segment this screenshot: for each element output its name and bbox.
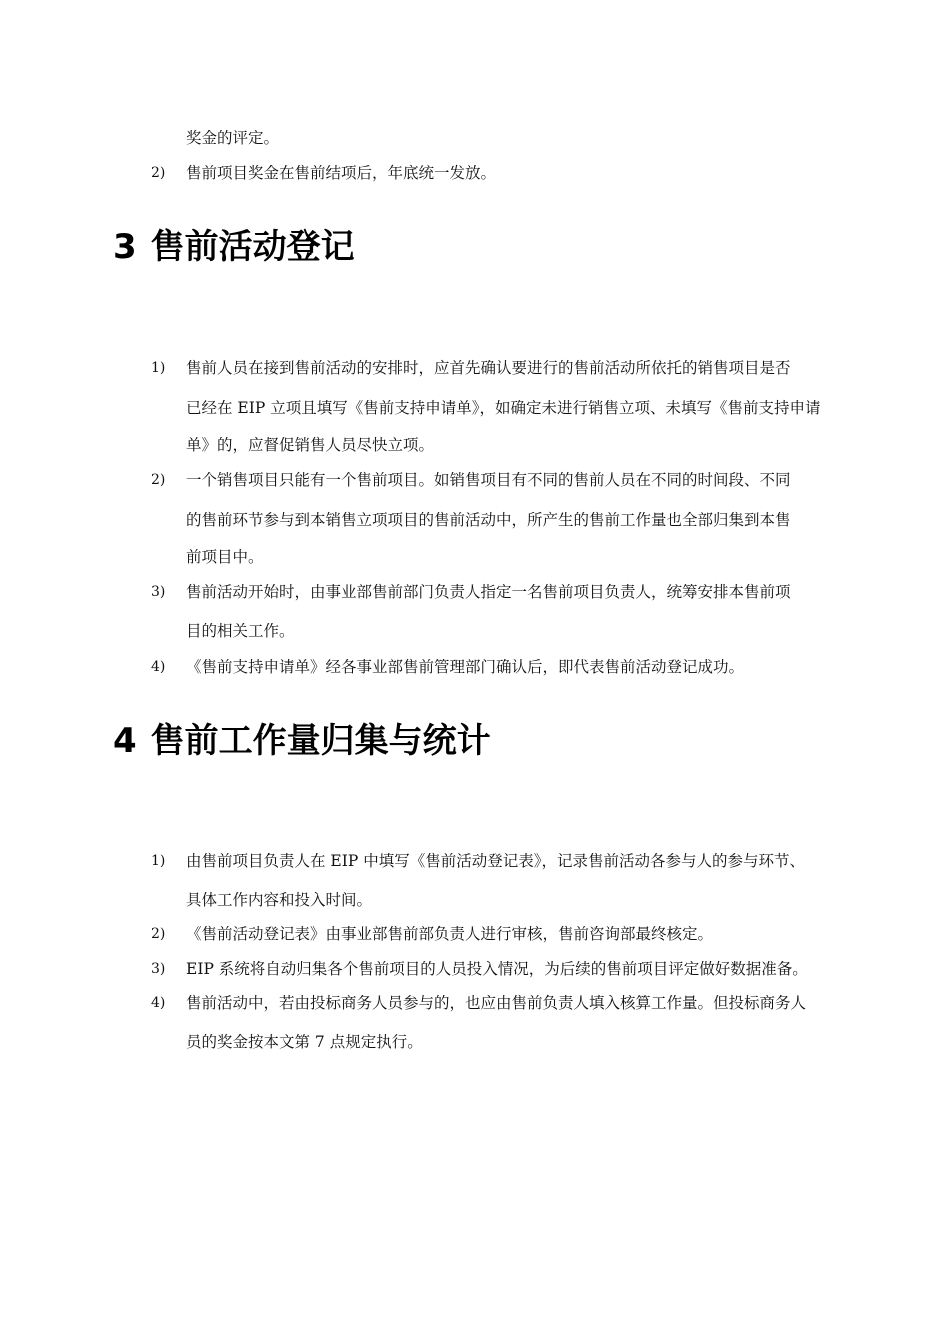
list-item-number: 2) [151,926,166,942]
list-item-text: 的售前环节参与到本销售立项项目的售前活动中，所产生的售前工作量也全部归集到本售 [186,511,791,529]
section-title: 售前工作量归集与统计 [150,721,491,761]
list-item-number: 4) [151,659,166,675]
list-item [0,468,950,492]
list-item-text: 奖金的评定。 [186,129,280,147]
list-item [0,922,950,946]
list-item-number: 3) [151,961,166,977]
list-item-text: 已经在 EIP 立项且填写《售前支持申请单》，如确定未进行销售立项、未填写《售前支持申请 [186,399,821,417]
list-item [0,957,950,981]
list-item [0,655,950,679]
list-item-continuation [0,396,950,420]
list-item-number: 2) [151,165,166,181]
list-item-continuation [0,508,950,532]
list-item-number: 3) [151,584,166,600]
list-item-text: 目的相关工作。 [186,622,295,640]
list-item [0,849,950,873]
list-item-number: 1) [151,360,166,376]
list-item-number: 1) [151,853,166,869]
list-item [0,356,950,380]
section-number: 4 [113,721,137,761]
list-item-continuation [0,619,950,643]
section-heading-4 [113,718,491,764]
list-item-text: 《售前活动登记表》由事业部售前部负责人进行审核，售前咨询部最终核定。 [186,925,714,943]
list-item-text: 具体工作内容和投入时间。 [186,891,373,909]
list-item-text: 售前人员在接到售前活动的安排时，应首先确认要进行的售前活动所依托的销售项目是否 [186,359,791,377]
list-item-text: 《售前支持申请单》经各事业部售前管理部门确认后，即代表售前活动登记成功。 [186,658,745,676]
list-item-number: 4) [151,995,166,1011]
list-item-number: 2) [151,472,166,488]
list-item-text: 前项目中。 [186,548,264,566]
list-item-text: 单》的，应督促销售人员尽快立项。 [186,436,435,454]
list-item-text: 员的奖金按本文第 7 点规定执行。 [186,1033,423,1051]
paragraph-line [0,126,950,150]
list-item [0,161,950,185]
section-title: 售前活动登记 [150,227,355,267]
list-item-continuation [0,545,950,569]
section-heading-3 [113,224,355,270]
list-item-text: 由售前项目负责人在 EIP 中填写《售前活动登记表》，记录售前活动各参与人的参与环节、 [186,852,805,870]
list-item [0,580,950,604]
list-item-text: 一个销售项目只能有一个售前项目。如销售项目有不同的售前人员在不同的时间段、不同 [186,471,791,489]
section-number: 3 [113,227,137,267]
list-item-text: EIP 系统将自动归集各个售前项目的人员投入情况，为后续的售前项目评定做好数据准备。 [186,960,808,978]
list-item-text: 售前活动开始时，由事业部售前部门负责人指定一名售前项目负责人，统筹安排本售前项 [186,583,791,601]
list-item-text: 售前活动中，若由投标商务人员参与的，也应由售前负责人填入核算工作量。但投标商务人 [186,994,807,1012]
list-item-continuation [0,433,950,457]
list-item [0,991,950,1015]
list-item-text: 售前项目奖金在售前结项后，年底统一发放。 [186,164,497,182]
list-item-continuation [0,888,950,912]
list-item-continuation [0,1030,950,1054]
